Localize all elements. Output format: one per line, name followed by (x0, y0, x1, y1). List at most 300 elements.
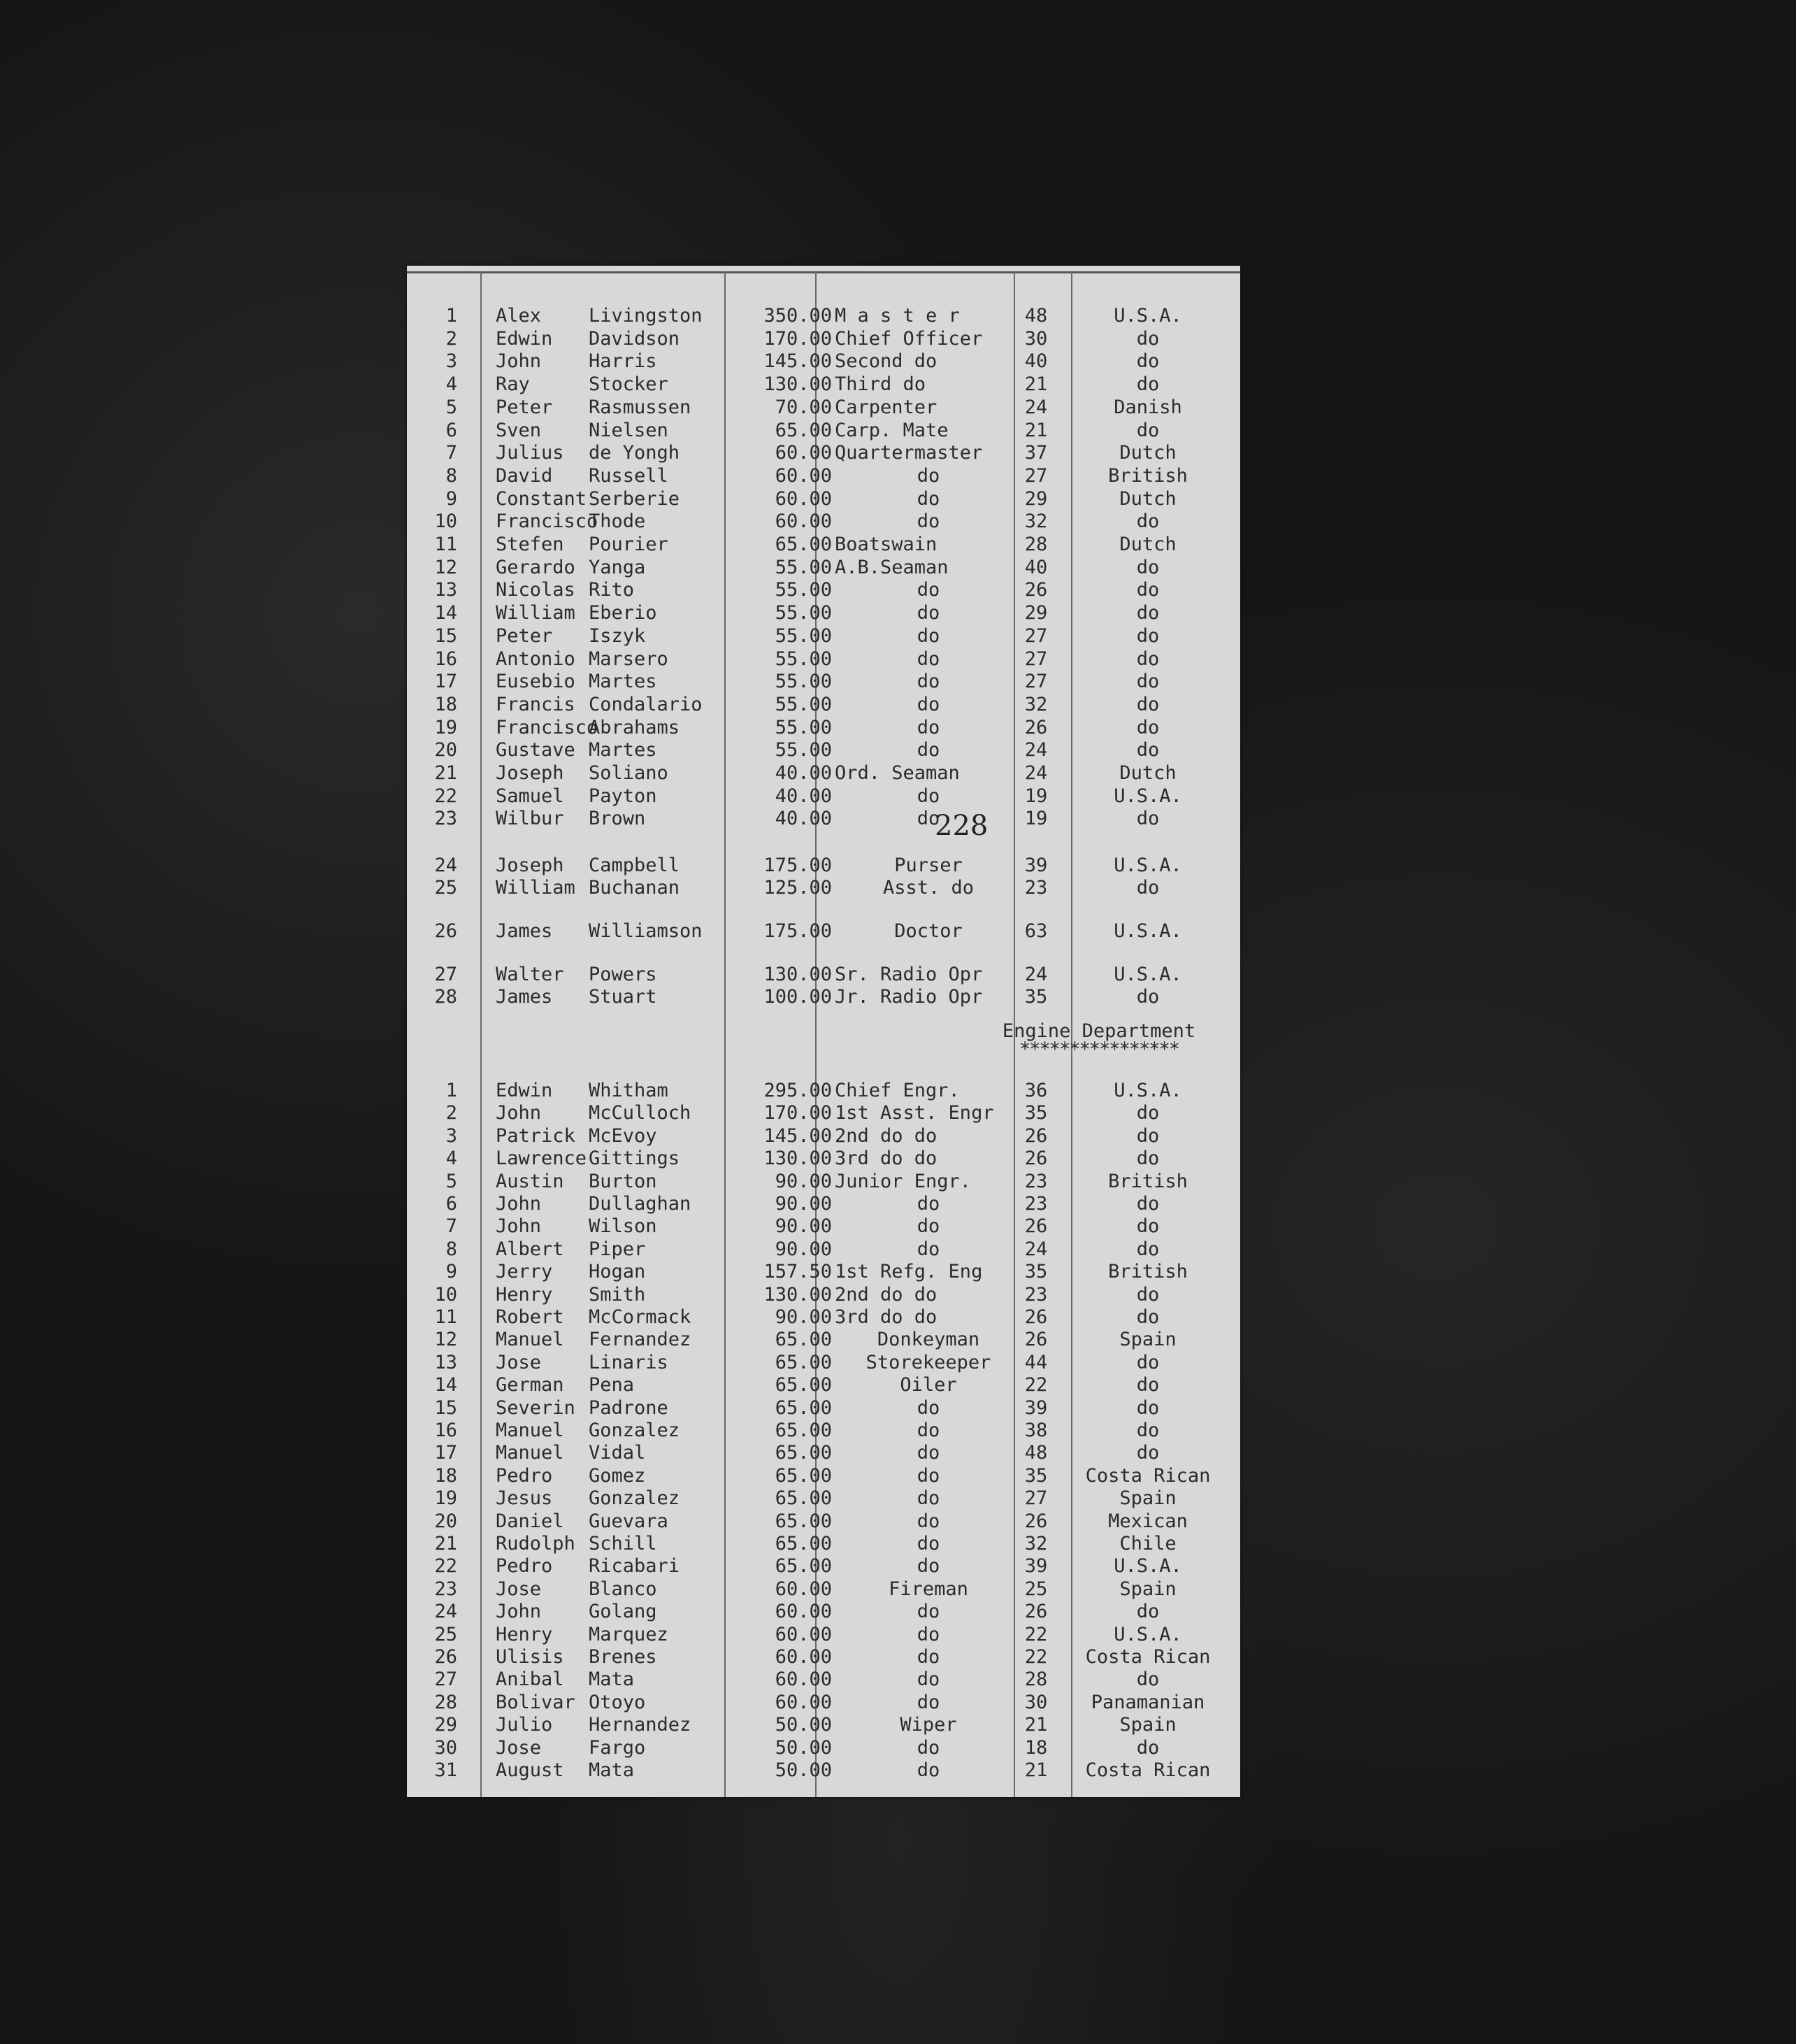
crew-row (407, 328, 1240, 350)
first-name: Manuel (496, 1442, 564, 1464)
crew-row (407, 534, 1240, 556)
rank-rating: do (917, 1533, 940, 1555)
last-name: Marquez (589, 1623, 668, 1645)
crew-number: 8 (445, 464, 457, 487)
last-name: Otoyo (589, 1691, 646, 1713)
first-name: Pedro (496, 1464, 553, 1487)
nationality: do (1136, 556, 1160, 578)
age: 21 (1024, 373, 1048, 396)
last-name: Brown (589, 808, 646, 830)
nationality: Dutch (1119, 762, 1177, 784)
last-name: Ricabari (589, 1555, 680, 1578)
monthly-wage: 55.00 (775, 624, 832, 647)
monthly-wage: 65.00 (775, 1555, 832, 1578)
crew-row (407, 1465, 1240, 1487)
crew-number: 14 (434, 1374, 457, 1396)
age: 28 (1024, 1668, 1048, 1691)
first-name: Samuel (496, 785, 564, 807)
first-name: John (496, 350, 542, 373)
nationality: British (1108, 1261, 1188, 1283)
last-name: de Yongh (589, 442, 680, 464)
crew-number: 2 (445, 1102, 457, 1124)
age: 26 (1024, 1601, 1048, 1623)
last-name: Blanco (589, 1578, 657, 1600)
rank-rating: Quartermaster (835, 442, 983, 464)
monthly-wage: 55.00 (775, 602, 832, 624)
crew-row (407, 1487, 1240, 1510)
crew-number: 24 (434, 855, 457, 876)
age: 24 (1024, 739, 1048, 762)
monthly-wage: 60.00 (775, 487, 832, 510)
age: 19 (1024, 785, 1048, 807)
rank-rating: do (917, 1623, 940, 1645)
first-name: Manuel (496, 1420, 564, 1441)
monthly-wage: 50.00 (775, 1736, 832, 1759)
monthly-wage: 65.00 (775, 1329, 832, 1351)
crew-number: 25 (434, 877, 457, 899)
monthly-wage: 100.00 (763, 986, 832, 1008)
age: 21 (1024, 419, 1048, 441)
crew-row (407, 671, 1240, 693)
first-name: Julio (496, 1714, 553, 1736)
first-name: Eusebio (496, 671, 575, 693)
crew-number: 30 (434, 1736, 457, 1759)
first-name: Francisco (496, 716, 598, 738)
monthly-wage: 65.00 (775, 419, 832, 441)
monthly-wage: 90.00 (775, 1215, 832, 1238)
monthly-wage: 175.00 (763, 855, 832, 876)
monthly-wage: 65.00 (775, 1510, 832, 1532)
rank-rating: do (917, 1601, 940, 1623)
monthly-wage: 130.00 (763, 1283, 832, 1306)
last-name: Gonzalez (589, 1487, 680, 1510)
monthly-wage: 90.00 (775, 1238, 832, 1260)
first-name: John (496, 1102, 542, 1124)
first-name: Antonio (496, 648, 575, 670)
last-name: Hernandez (589, 1714, 691, 1736)
nationality: do (1136, 739, 1160, 762)
nationality: do (1136, 693, 1160, 715)
crew-number: 13 (434, 1351, 457, 1373)
crew-number: 5 (445, 396, 457, 418)
last-name: Martes (589, 671, 657, 693)
rank-rating: Boatswain (835, 534, 937, 555)
last-name: Pena (589, 1374, 635, 1396)
monthly-wage: 90.00 (775, 1306, 832, 1328)
last-name: Payton (589, 785, 657, 807)
first-name: William (496, 602, 575, 624)
crew-row (407, 648, 1240, 671)
crew-number: 4 (445, 1148, 457, 1170)
rank-rating: Doctor (894, 920, 963, 942)
rank-rating: do (917, 1215, 940, 1238)
crew-number: 11 (434, 534, 457, 555)
age: 25 (1024, 1578, 1048, 1600)
last-name: Stocker (589, 373, 668, 396)
nationality: do (1136, 986, 1160, 1008)
first-name: John (496, 1193, 542, 1215)
first-name: Ulisis (496, 1646, 564, 1668)
monthly-wage: 65.00 (775, 1374, 832, 1396)
nationality: U.S.A. (1114, 305, 1182, 327)
age: 21 (1024, 1714, 1048, 1736)
first-name: Anibal (496, 1668, 564, 1691)
rank-rating: do (917, 1487, 940, 1510)
crew-row (407, 1397, 1240, 1420)
monthly-wage: 40.00 (775, 762, 832, 784)
crew-list-sheet (407, 266, 1240, 1797)
nationality: British (1108, 464, 1188, 487)
crew-number: 20 (434, 1510, 457, 1532)
nationality: do (1136, 1420, 1160, 1441)
rank-rating: 2nd do do (835, 1124, 937, 1147)
first-name: James (496, 986, 553, 1008)
last-name: Abrahams (589, 716, 680, 738)
crew-row (407, 808, 1240, 830)
crew-row (407, 1080, 1240, 1102)
age: 19 (1024, 808, 1048, 830)
first-name: Alex (496, 305, 542, 327)
rank-rating: Sr. Radio Opr (835, 964, 983, 985)
crew-number: 27 (434, 1668, 457, 1691)
crew-row (407, 579, 1240, 601)
age: 28 (1024, 534, 1048, 555)
crew-row (407, 1102, 1240, 1124)
crew-number: 25 (434, 1623, 457, 1645)
nationality: do (1136, 1193, 1160, 1215)
first-name: Henry (496, 1283, 553, 1306)
crew-number: 20 (434, 739, 457, 762)
age: 26 (1024, 1510, 1048, 1532)
nationality: U.S.A. (1114, 1080, 1182, 1101)
crew-number: 3 (445, 1124, 457, 1147)
crew-number: 6 (445, 419, 457, 441)
nationality: British (1108, 1170, 1188, 1192)
age: 32 (1024, 510, 1048, 533)
crew-number: 2 (445, 327, 457, 350)
nationality: do (1136, 1215, 1160, 1238)
crew-row (407, 1759, 1240, 1782)
nationality: Dutch (1119, 487, 1177, 510)
crew-number: 3 (445, 350, 457, 373)
monthly-wage: 55.00 (775, 556, 832, 578)
crew-number: 28 (434, 1691, 457, 1713)
age: 21 (1024, 1759, 1048, 1781)
age: 35 (1024, 1464, 1048, 1487)
first-name: Nicolas (496, 579, 575, 601)
nationality: U.S.A. (1114, 1555, 1182, 1578)
rank-rating: do (917, 624, 940, 647)
crew-row (407, 1352, 1240, 1374)
monthly-wage: 170.00 (763, 1102, 832, 1124)
first-name: Ray (496, 373, 530, 396)
last-name: Vidal (589, 1442, 646, 1464)
nationality: do (1136, 877, 1160, 899)
crew-row (407, 1646, 1240, 1668)
nationality: Panamanian (1091, 1691, 1205, 1713)
rank-rating: Ord. Seaman (835, 762, 960, 784)
monthly-wage: 295.00 (763, 1080, 832, 1101)
nationality: do (1136, 1736, 1160, 1759)
monthly-wage: 125.00 (763, 877, 832, 899)
monthly-wage: 60.00 (775, 1601, 832, 1623)
rank-rating: do (917, 1736, 940, 1759)
last-name: Campbell (589, 855, 680, 876)
first-name: Jose (496, 1351, 542, 1373)
rank-rating: Storekeeper (865, 1351, 991, 1373)
rank-rating: Second do (835, 350, 937, 373)
age: 27 (1024, 624, 1048, 647)
first-name: Daniel (496, 1510, 564, 1532)
age: 26 (1024, 1148, 1048, 1170)
monthly-wage: 157.50 (763, 1261, 832, 1283)
age: 23 (1024, 1283, 1048, 1306)
engine-department-underline: **************** (1019, 1038, 1179, 1060)
nationality: do (1136, 579, 1160, 601)
crew-row (407, 1692, 1240, 1714)
last-name: Yanga (589, 556, 646, 578)
last-name: Gonzalez (589, 1420, 680, 1441)
monthly-wage: 55.00 (775, 739, 832, 762)
last-name: Rito (589, 579, 635, 601)
crew-row (407, 1306, 1240, 1329)
monthly-wage: 60.00 (775, 510, 832, 533)
monthly-wage: 55.00 (775, 716, 832, 738)
nationality: do (1136, 419, 1160, 441)
crew-number: 5 (445, 1170, 457, 1192)
first-name: German (496, 1374, 564, 1396)
first-name: James (496, 920, 553, 942)
monthly-wage: 130.00 (763, 373, 832, 396)
monthly-wage: 60.00 (775, 1623, 832, 1645)
first-name: William (496, 877, 575, 899)
rank-rating: Asst. do (882, 877, 975, 899)
monthly-wage: 170.00 (763, 327, 832, 350)
rank-rating: do (917, 1759, 940, 1781)
last-name: Mata (589, 1759, 635, 1781)
first-name: Jerry (496, 1261, 553, 1283)
monthly-wage: 55.00 (775, 579, 832, 601)
age: 40 (1024, 350, 1048, 373)
crew-row (407, 488, 1240, 510)
age: 35 (1024, 1102, 1048, 1124)
last-name: Iszyk (589, 624, 646, 647)
crew-number: 19 (434, 716, 457, 738)
monthly-wage: 55.00 (775, 671, 832, 693)
last-name: Dullaghan (589, 1193, 691, 1215)
rank-rating: Wiper (900, 1714, 957, 1736)
crew-number: 18 (434, 1464, 457, 1487)
crew-number: 12 (434, 1329, 457, 1351)
first-name: Rudolph (496, 1533, 575, 1555)
age: 39 (1024, 1555, 1048, 1578)
nationality: Spain (1119, 1487, 1177, 1510)
crew-number: 23 (434, 1578, 457, 1600)
first-name: Robert (496, 1306, 564, 1328)
rank-rating: do (917, 648, 940, 670)
rank-rating: do (917, 1420, 940, 1441)
rank-rating: do (917, 1238, 940, 1260)
nationality: do (1136, 624, 1160, 647)
crew-row (407, 1171, 1240, 1193)
nationality: do (1136, 716, 1160, 738)
first-name: Henry (496, 1623, 553, 1645)
nationality: Chile (1119, 1533, 1177, 1555)
crew-number: 29 (434, 1714, 457, 1736)
age: 27 (1024, 648, 1048, 670)
rank-rating: do (917, 1396, 940, 1419)
first-name: John (496, 1601, 542, 1623)
crew-number: 26 (434, 1646, 457, 1668)
crew-row (407, 964, 1240, 986)
age: 30 (1024, 327, 1048, 350)
last-name: Padrone (589, 1396, 668, 1419)
last-name: Golang (589, 1601, 657, 1623)
first-name: Severin (496, 1396, 575, 1419)
nationality: U.S.A. (1114, 785, 1182, 807)
engine-department-heading (966, 1022, 1232, 1059)
first-name: August (496, 1759, 564, 1781)
rank-rating: do (917, 671, 940, 693)
monthly-wage: 65.00 (775, 1533, 832, 1555)
crew-number: 9 (445, 487, 457, 510)
nationality: U.S.A. (1114, 855, 1182, 876)
crew-row (407, 739, 1240, 762)
monthly-wage: 65.00 (775, 1442, 832, 1464)
crew-number: 17 (434, 1442, 457, 1464)
first-name: Walter (496, 964, 564, 985)
nationality: do (1136, 1351, 1160, 1373)
nationality: U.S.A. (1114, 1623, 1182, 1645)
nationality: do (1136, 1124, 1160, 1147)
crew-number: 9 (445, 1261, 457, 1283)
crew-row (407, 305, 1240, 327)
rank-rating: Carpenter (835, 396, 937, 418)
crew-number: 4 (445, 373, 457, 396)
crew-row (407, 717, 1240, 739)
crew-row (407, 1261, 1240, 1283)
crew-number: 22 (434, 785, 457, 807)
first-name: Manuel (496, 1329, 564, 1351)
crew-row (407, 1442, 1240, 1464)
last-name: Williamson (589, 920, 703, 942)
age: 63 (1024, 920, 1048, 942)
crew-row (407, 855, 1240, 877)
first-name: David (496, 464, 553, 487)
nationality: do (1136, 350, 1160, 373)
crew-row (407, 1714, 1240, 1736)
crew-number: 21 (434, 762, 457, 784)
last-name: Linaris (589, 1351, 668, 1373)
rank-rating: 2nd do do (835, 1283, 937, 1306)
rank-rating: 3rd do do (835, 1148, 937, 1170)
monthly-wage: 50.00 (775, 1759, 832, 1781)
crew-row (407, 1284, 1240, 1306)
first-name: Sven (496, 419, 542, 441)
first-name: Francis (496, 693, 575, 715)
top-rule (407, 271, 1240, 273)
first-name: Edwin (496, 327, 553, 350)
monthly-wage: 40.00 (775, 808, 832, 830)
first-name: Stefen (496, 534, 564, 555)
age: 24 (1024, 762, 1048, 784)
nationality: Costa Rican (1085, 1464, 1211, 1487)
nationality: do (1136, 1283, 1160, 1306)
age: 30 (1024, 1691, 1048, 1713)
age: 26 (1024, 1215, 1048, 1238)
crew-number: 15 (434, 1396, 457, 1419)
rank-rating: do (917, 487, 940, 510)
last-name: Piper (589, 1238, 646, 1260)
monthly-wage: 90.00 (775, 1170, 832, 1192)
crew-row (407, 1601, 1240, 1623)
age: 27 (1024, 1487, 1048, 1510)
nationality: U.S.A. (1114, 964, 1182, 985)
first-name: Constant (496, 487, 587, 510)
nationality: do (1136, 602, 1160, 624)
monthly-wage: 90.00 (775, 1193, 832, 1215)
last-name: Serberie (589, 487, 680, 510)
crew-number: 18 (434, 693, 457, 715)
crew-row (407, 1238, 1240, 1261)
last-name: Burton (589, 1170, 657, 1192)
age: 40 (1024, 556, 1048, 578)
crew-row (407, 420, 1240, 442)
first-name: Jose (496, 1736, 542, 1759)
age: 44 (1024, 1351, 1048, 1373)
crew-number: 1 (445, 305, 457, 327)
age: 29 (1024, 602, 1048, 624)
first-name: Peter (496, 396, 553, 418)
last-name: Hogan (589, 1261, 646, 1283)
crew-row (407, 1125, 1240, 1148)
last-name: Schill (589, 1533, 657, 1555)
nationality: do (1136, 327, 1160, 350)
last-name: Fargo (589, 1736, 646, 1759)
crew-number: 6 (445, 1193, 457, 1215)
rank-rating: do (917, 785, 940, 807)
age: 27 (1024, 464, 1048, 487)
engine-department-title: Engine Department (1002, 1020, 1196, 1042)
rank-rating: Third do (835, 373, 926, 396)
age: 39 (1024, 1396, 1048, 1419)
age: 35 (1024, 986, 1048, 1008)
nationality: do (1136, 1238, 1160, 1260)
crew-number: 7 (445, 442, 457, 464)
age: 23 (1024, 1170, 1048, 1192)
rank-rating: M a s t e r (835, 305, 960, 327)
rank-rating: do (917, 1691, 940, 1713)
rank-rating: Donkeyman (877, 1329, 980, 1351)
rank-rating: do (917, 1464, 940, 1487)
crew-row (407, 877, 1240, 899)
crew-number: 7 (445, 1215, 457, 1238)
monthly-wage: 130.00 (763, 964, 832, 985)
nationality: do (1136, 1148, 1160, 1170)
age: 36 (1024, 1080, 1048, 1101)
nationality: do (1136, 1396, 1160, 1419)
first-name: John (496, 1215, 542, 1238)
crew-row (407, 510, 1240, 533)
last-name: Guevara (589, 1510, 668, 1532)
last-name: Nielsen (589, 419, 668, 441)
crew-number: 17 (434, 671, 457, 693)
first-name: Julius (496, 442, 564, 464)
crew-number: 11 (434, 1306, 457, 1328)
monthly-wage: 60.00 (775, 1646, 832, 1668)
last-name: Martes (589, 739, 657, 762)
crew-number: 16 (434, 1420, 457, 1441)
